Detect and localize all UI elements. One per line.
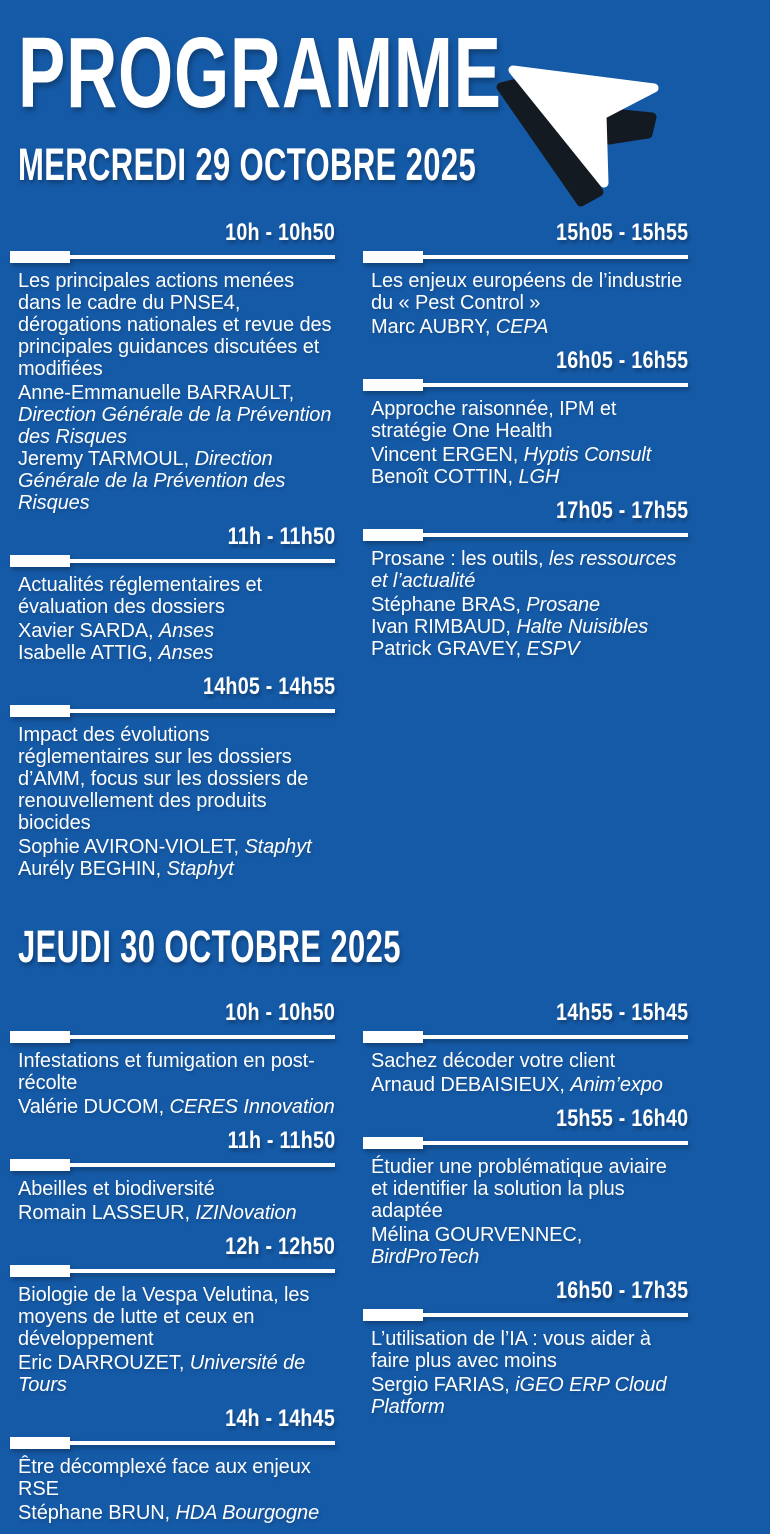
divider-line bbox=[68, 1441, 335, 1445]
divider-line bbox=[68, 709, 335, 713]
day-1-column-right bbox=[363, 220, 688, 890]
session-title bbox=[363, 1328, 688, 1372]
divider-tick bbox=[10, 1159, 70, 1171]
time-divider bbox=[363, 1031, 688, 1043]
session-title bbox=[10, 1456, 335, 1500]
session-time-text: 11h - 11h50 bbox=[227, 1127, 335, 1154]
divider-tick bbox=[10, 705, 70, 717]
time-divider bbox=[10, 555, 335, 567]
session-title bbox=[10, 1284, 335, 1350]
speaker bbox=[363, 616, 688, 638]
speaker bbox=[10, 382, 335, 448]
session-title-text: Impact des évolutions réglementaires sur les dossiers d’AMM, focus sur les dossiers de renouvellement des produits biocides bbox=[18, 724, 309, 834]
divider-tick bbox=[363, 1309, 423, 1321]
session-time-text: 16h50 - 17h35 bbox=[555, 1277, 688, 1304]
session-time-text: 12h - 12h50 bbox=[225, 1233, 335, 1260]
speaker bbox=[363, 1374, 688, 1418]
session-title bbox=[363, 270, 688, 314]
speaker-name: Benoît COTTIN, bbox=[371, 466, 513, 488]
session-time-text: 10h - 10h50 bbox=[225, 219, 335, 246]
session-title bbox=[10, 270, 335, 380]
speaker-name: Stéphane BRUN, bbox=[18, 1502, 171, 1524]
day-header-text: MERCREDI 29 OCTOBRE 2025 bbox=[18, 139, 477, 190]
speaker-org: IZINovation bbox=[195, 1202, 297, 1224]
speaker bbox=[10, 1502, 335, 1524]
session-title-text: Infestations et fumigation en post-récolte bbox=[18, 1050, 315, 1094]
session-title bbox=[363, 398, 688, 442]
day-1-schedule bbox=[10, 220, 770, 890]
speaker bbox=[363, 316, 688, 338]
session-time bbox=[10, 1406, 335, 1435]
divider-line bbox=[68, 559, 335, 563]
session-title bbox=[363, 1156, 688, 1222]
divider-line bbox=[421, 1035, 688, 1039]
speaker-org: Direction Générale de la Prévention des Risques bbox=[18, 404, 332, 448]
session-time bbox=[363, 220, 688, 249]
day-2-schedule bbox=[10, 1000, 770, 1534]
session-title bbox=[363, 1050, 688, 1072]
session-title-text: Abeilles et biodiversité bbox=[18, 1178, 215, 1200]
speaker-name: Anne-Emmanuelle BARRAULT, bbox=[18, 382, 295, 404]
divider-line bbox=[421, 1313, 688, 1317]
time-divider bbox=[10, 1265, 335, 1277]
session-time bbox=[10, 1128, 335, 1157]
speaker-list bbox=[363, 316, 688, 338]
session-title-text: Actualités réglementaires et évaluation des dossiers bbox=[18, 574, 262, 618]
speaker bbox=[363, 638, 688, 660]
session-title bbox=[10, 1050, 335, 1094]
speaker bbox=[10, 620, 335, 642]
speaker-name: Stéphane BRAS, bbox=[371, 594, 521, 616]
speaker-org: BirdProTech bbox=[371, 1246, 480, 1268]
speaker-list bbox=[363, 1074, 688, 1096]
speaker-name: Aurély BEGHIN, bbox=[18, 858, 162, 880]
session bbox=[363, 1278, 688, 1418]
day-1-column-left bbox=[10, 220, 335, 890]
divider-tick bbox=[363, 1137, 423, 1149]
speaker-list bbox=[10, 836, 335, 880]
speaker-org: CEPA bbox=[495, 316, 549, 338]
speaker-list bbox=[10, 1202, 335, 1224]
speaker-list bbox=[10, 382, 335, 514]
session-title-text: Approche raisonnée, IPM et stratégie One Health bbox=[371, 398, 617, 442]
speaker-org: Prosane bbox=[526, 594, 601, 616]
speaker bbox=[10, 1096, 335, 1118]
speaker-name: Isabelle ATTIG, bbox=[18, 642, 153, 664]
divider-line bbox=[68, 1269, 335, 1273]
speaker-list bbox=[10, 1096, 335, 1118]
session bbox=[10, 1234, 335, 1396]
divider-line bbox=[421, 533, 688, 537]
speaker-name: Jeremy TARMOUL, bbox=[18, 448, 190, 470]
session-time-text: 16h05 - 16h55 bbox=[555, 347, 688, 374]
session-title-text: Sachez décoder votre client bbox=[371, 1050, 616, 1072]
session-time-text: 15h05 - 15h55 bbox=[555, 219, 688, 246]
speaker-org: Anim’expo bbox=[570, 1074, 663, 1096]
speaker bbox=[10, 836, 335, 858]
time-divider bbox=[363, 379, 688, 391]
speaker-list bbox=[10, 620, 335, 664]
session bbox=[363, 220, 688, 338]
speaker-name: Xavier SARDA, bbox=[18, 620, 154, 642]
speaker-list bbox=[10, 1502, 335, 1524]
session-time-text: 14h55 - 15h45 bbox=[555, 999, 688, 1026]
speaker-name: Sergio FARIAS, bbox=[371, 1374, 510, 1396]
divider-line bbox=[68, 255, 335, 259]
session-title-italic: les ressources et l’actualité bbox=[371, 548, 677, 592]
session-time bbox=[363, 498, 688, 527]
speaker-org: Hyptis Consult bbox=[523, 444, 652, 466]
session-title-text: Les principales actions menées dans le cadre du PNSE4, dérogations nationales et revue des principales guidances discutées et modifiées bbox=[18, 270, 332, 380]
divider-tick bbox=[363, 251, 423, 263]
day-header-thursday bbox=[0, 922, 770, 972]
session bbox=[10, 1128, 335, 1224]
paper-plane-icon bbox=[491, 56, 678, 219]
session-title-text: Étudier une problématique aviaire et identifier la solution la plus adaptée bbox=[371, 1156, 667, 1222]
speaker bbox=[10, 642, 335, 664]
day-header-text: JEUDI 30 OCTOBRE 2025 bbox=[18, 921, 401, 972]
speaker-name: Ivan RIMBAUD, bbox=[371, 616, 511, 638]
session-time bbox=[363, 1106, 688, 1135]
day-2-column-right bbox=[363, 1000, 688, 1534]
speaker-list bbox=[363, 594, 688, 660]
divider-tick bbox=[10, 555, 70, 567]
session-title-text: Biologie de la Vespa Velutina, les moyens de lutte et ceux en développement bbox=[18, 1284, 310, 1350]
divider-tick bbox=[10, 251, 70, 263]
divider-line bbox=[421, 383, 688, 387]
divider-tick bbox=[363, 1031, 423, 1043]
speaker-list bbox=[363, 444, 688, 488]
page-title-text: PROGRAMME bbox=[18, 17, 502, 129]
speaker bbox=[10, 448, 335, 514]
session-title-text: Les enjeux européens de l’industrie du « Pest Control » bbox=[371, 270, 683, 314]
speaker-org: Direction Générale de la Prévention des Risques bbox=[18, 448, 286, 514]
session-time bbox=[363, 1000, 688, 1029]
session bbox=[363, 348, 688, 488]
session-title bbox=[10, 724, 335, 834]
speaker-org: Staphyt bbox=[166, 858, 234, 880]
session-time-text: 10h - 10h50 bbox=[225, 999, 335, 1026]
session bbox=[10, 524, 335, 664]
speaker-name: Vincent ERGEN, bbox=[371, 444, 519, 466]
time-divider bbox=[10, 1159, 335, 1171]
time-divider bbox=[363, 1137, 688, 1149]
session-time bbox=[363, 1278, 688, 1307]
divider-line bbox=[68, 1163, 335, 1167]
day-2-column-left bbox=[10, 1000, 335, 1534]
speaker-org: LGH bbox=[518, 466, 560, 488]
session-time bbox=[363, 348, 688, 377]
time-divider bbox=[10, 1031, 335, 1043]
session bbox=[363, 1000, 688, 1096]
speaker-list bbox=[363, 1224, 688, 1268]
speaker-name: Marc AUBRY, bbox=[371, 316, 491, 338]
speaker bbox=[10, 1352, 335, 1396]
divider-line bbox=[421, 255, 688, 259]
divider-tick bbox=[363, 379, 423, 391]
speaker-org: CERES Innovation bbox=[169, 1096, 335, 1118]
speaker-org: iGEO ERP Cloud Platform bbox=[371, 1374, 667, 1418]
divider-line bbox=[421, 1141, 688, 1145]
speaker bbox=[10, 1202, 335, 1224]
session-time bbox=[10, 1000, 335, 1029]
speaker bbox=[363, 444, 688, 466]
session-title-text: L’utilisation de l’IA : vous aider à faire plus avec moins bbox=[371, 1328, 651, 1372]
divider-tick bbox=[10, 1265, 70, 1277]
time-divider bbox=[363, 1309, 688, 1321]
time-divider bbox=[10, 251, 335, 263]
speaker-org: HDA Bourgogne bbox=[175, 1502, 320, 1524]
session-title-text: Prosane : les outils, bbox=[371, 548, 544, 570]
speaker-list bbox=[10, 1352, 335, 1396]
speaker-org: Université de Tours bbox=[18, 1352, 306, 1396]
session bbox=[10, 1406, 335, 1524]
session bbox=[363, 1106, 688, 1268]
speaker-name: Sophie AVIRON-VIOLET, bbox=[18, 836, 239, 858]
divider-tick bbox=[10, 1437, 70, 1449]
speaker-org: ESPV bbox=[526, 638, 580, 660]
time-divider bbox=[363, 251, 688, 263]
speaker bbox=[363, 1074, 688, 1096]
speaker-org: Halte Nuisibles bbox=[516, 616, 649, 638]
speaker-name: Arnaud DEBAISIEUX, bbox=[371, 1074, 565, 1096]
speaker bbox=[10, 858, 335, 880]
divider-tick bbox=[363, 529, 423, 541]
session-time-text: 17h05 - 17h55 bbox=[555, 497, 688, 524]
speaker bbox=[363, 594, 688, 616]
session-title bbox=[363, 548, 688, 592]
speaker-name: Eric DARROUZET, bbox=[18, 1352, 185, 1374]
session bbox=[10, 220, 335, 514]
session-time bbox=[10, 1234, 335, 1263]
divider-line bbox=[68, 1035, 335, 1039]
speaker-list bbox=[363, 1374, 688, 1418]
speaker-name: Mélina GOURVENNEC, bbox=[371, 1224, 583, 1246]
speaker-name: Valérie DUCOM, bbox=[18, 1096, 165, 1118]
session-title bbox=[10, 574, 335, 618]
speaker bbox=[363, 1224, 688, 1268]
speaker-org: Anses bbox=[158, 620, 214, 642]
session-time-text: 15h55 - 16h40 bbox=[555, 1105, 688, 1132]
session-title bbox=[10, 1178, 335, 1200]
speaker-org: Anses bbox=[158, 642, 214, 664]
speaker-name: Romain LASSEUR, bbox=[18, 1202, 190, 1224]
session bbox=[10, 674, 335, 880]
session-time-text: 14h - 14h45 bbox=[225, 1405, 335, 1432]
session-time bbox=[10, 674, 335, 703]
session-time-text: 14h05 - 14h55 bbox=[202, 673, 335, 700]
speaker-name: Patrick GRAVEY, bbox=[371, 638, 522, 660]
session-time bbox=[10, 524, 335, 553]
session-time bbox=[10, 220, 335, 249]
speaker-org: Staphyt bbox=[244, 836, 312, 858]
session bbox=[10, 1000, 335, 1118]
time-divider bbox=[10, 705, 335, 717]
speaker bbox=[363, 466, 688, 488]
session-time-text: 11h - 11h50 bbox=[227, 523, 335, 550]
time-divider bbox=[363, 529, 688, 541]
divider-tick bbox=[10, 1031, 70, 1043]
time-divider bbox=[10, 1437, 335, 1449]
session bbox=[363, 498, 688, 660]
session-title-text: Être décomplexé face aux enjeux RSE bbox=[18, 1456, 311, 1500]
